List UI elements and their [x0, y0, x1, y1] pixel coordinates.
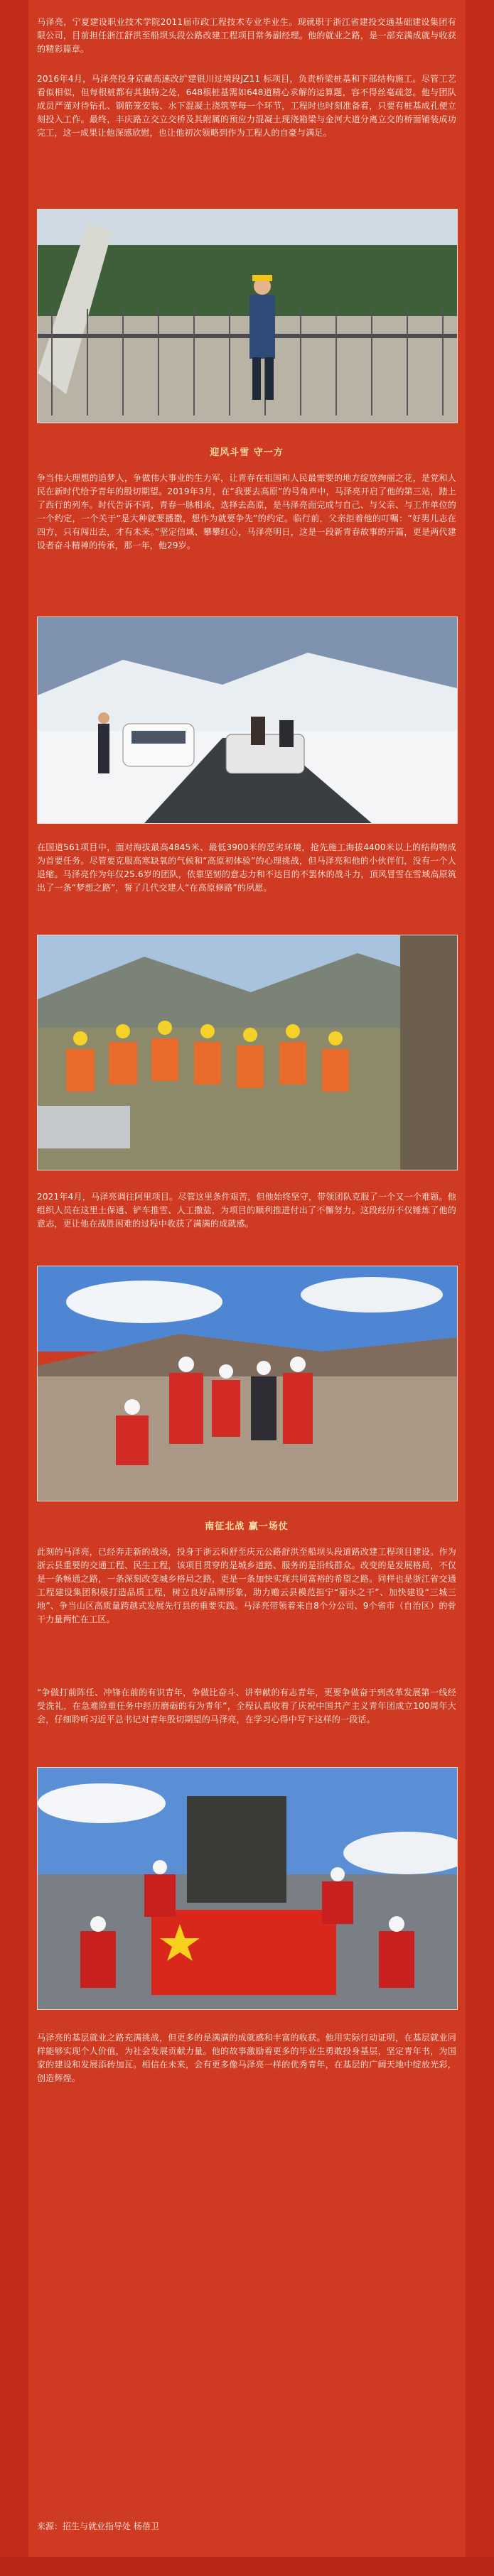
paragraph-conclusion: 马泽亮的基层就业之路充满挑战，但更多的是满满的成就感和丰富的收获。他用实际行动证明，在基层就业同样能够实现个人价值，为社会发展贡献力量。他的故事激励着更多的毕业生勇敢投身基层，坚定青年书，为国家的建设和发展添砖加瓦。相信在未来，会有更多像马泽亮一样的优秀青年，在基层的广阔天地中绽放光彩，创造辉煌。: [37, 2033, 456, 2083]
paragraph-zhejiang-project: 此刻的马泽亮，已经奔走新的战场，投身于浙云和舒至庆元公路舒洪至船坝头段道路改建工程项目建设。作为浙云县重要的交通工程、民生工程，该项目贯穿的是城乡道路、服务的是沿线群众。改变的是发展格局，不仅是一条畅通之路，一条深刻改变城乡格局之路，更是一条加快实现共同富裕的希望之路。同样也是浙江省交通工程建设集团积极打造品质工程，树立良好品牌形象，助力赡云县模范担宁“丽水之干”、加快建设“三城三地”、争当山区高质量跨越式发展先行县的重要实践。马泽亮带领着来自8个分公司、9个省市（自治区）的骨干力量两忙在工区。: [37, 1547, 456, 1624]
photo-mountain-workers: [37, 1266, 458, 1501]
intro-paragraph: 马泽亮，宁夏建设职业技术学院2011届市政工程技术专业毕业生。现就职于浙江省建投交通基础建设集团有限公司，目前担任浙江舒洪至船坝头段公路改建工程项目常务副经理。他的就业之路，是一部充满成就与收获的精彩篇章。: [37, 17, 456, 54]
photo-team-rest: [37, 935, 458, 1170]
paragraph-national-road-561: 在国道561项目中，面对海拔最高4845米、最低3900米的恶劣环境，抢先施工海拔4400米以上的结构物成为首要任务。尽管要克服高寒缺氧的气候和“高原初体验”的心理挑战，但马泽亮和他的小伙伴们，没有一个人退缩。马泽亮作为年仅25.6岁的团队，依靠坚韧的意志力和不达目的不罢休的战斗力，顶风冒雪在雪域高原筑出了一条“梦想之路”，誓了几代交建人“在高原修路”的夙愿。: [37, 842, 456, 893]
photo-snow-road: [37, 616, 458, 824]
photo-bridge-construction: [37, 209, 458, 423]
article-source: 来源：招生与就业指导处 杨蓓卫: [37, 2521, 159, 2531]
paragraph-jingzang-project: 2016年4月，马泽亮投身京藏高速改扩建银川过境段JZ11 标项目，负责桥梁桩基和下部结构施工。尽管工艺看似相似，但每根桩都有其独特之处，648根桩基需如648道精心求解的运算题，容不得丝毫疏忽。他与团队成员严谨对待钻孔、钢筋笼安装、水下混凝土浇筑等每一个环节，工程时也时刻准备着，只要有桩基成孔便立刻投入工作。最终，丰庆路立交立交桥及其附属的预应力混凝土现浇箱梁与金河大道分离立交的桥面铺装成功完工，这一成果让他深感欣慰，也让他初次领略到作为工程人的自豪与满足。: [37, 74, 456, 138]
paragraph-go-to-plateau: 争当伟大理想的追梦人，争做伟大事业的生力军，让青春在祖国和人民最需要的地方绽放绚丽之花，是党和人民在新时代给予青年的殷切期望。2019年3月，在“我要去高原”的号角声中，马泽亮开启了他的第三站，踏上了西行的列车。时代告诉不同，青春一脉相承，选择去高原，是马泽亮面完成与自己、与父亲、与工作单位的一个约定，一个关于“是大种就要播撒，想作为就要争先”的约定。临行前，父亲拒着他的叮嘱：“好男儿志在四方，只有闯出去，才有未来。”坚定信域、攀攀红心，马泽亮明日，这是一段新青春故事的开篇，更是两代建设者奋斗精神的传承，那一年，他29岁。: [37, 473, 456, 550]
footer-bar: [0, 2557, 494, 2576]
photo-flag-team: [37, 1767, 458, 2010]
paragraph-youth-oath: “争做打前阵任、冲锋在前的有识青年，争做比奋斗、讲奉献的有志青年，更要争做奋于到改革发展第一线经受洗礼，在急难险重任务中经历磨砺的有为青年”，全程认真收看了庆祝中国共产主义青年团成立100周年大会，仔细聆听习近平总书记对青年殷切期望的马泽亮，在学习心得中写下这样的一段话。: [37, 1688, 456, 1724]
section-heading-battle: 南征北战 赢一场仗: [205, 1521, 289, 1532]
section-heading-snow: 迎风斗雪 守一方: [210, 447, 284, 458]
paragraph-ali-project: 2021年4月，马泽亮调往阿里项目。尽管这里条件艰苦，但他始终坚守，带领团队克服了一个又一个难题。他组织人员在这里土保通、铲车推雪、人工撒盐，为项目的顺利推进付出了不懈努力。这段经历不仅锤炼了他的意志，更让他在战胜困难的过程中收获了满满的成就感。: [37, 1192, 456, 1229]
